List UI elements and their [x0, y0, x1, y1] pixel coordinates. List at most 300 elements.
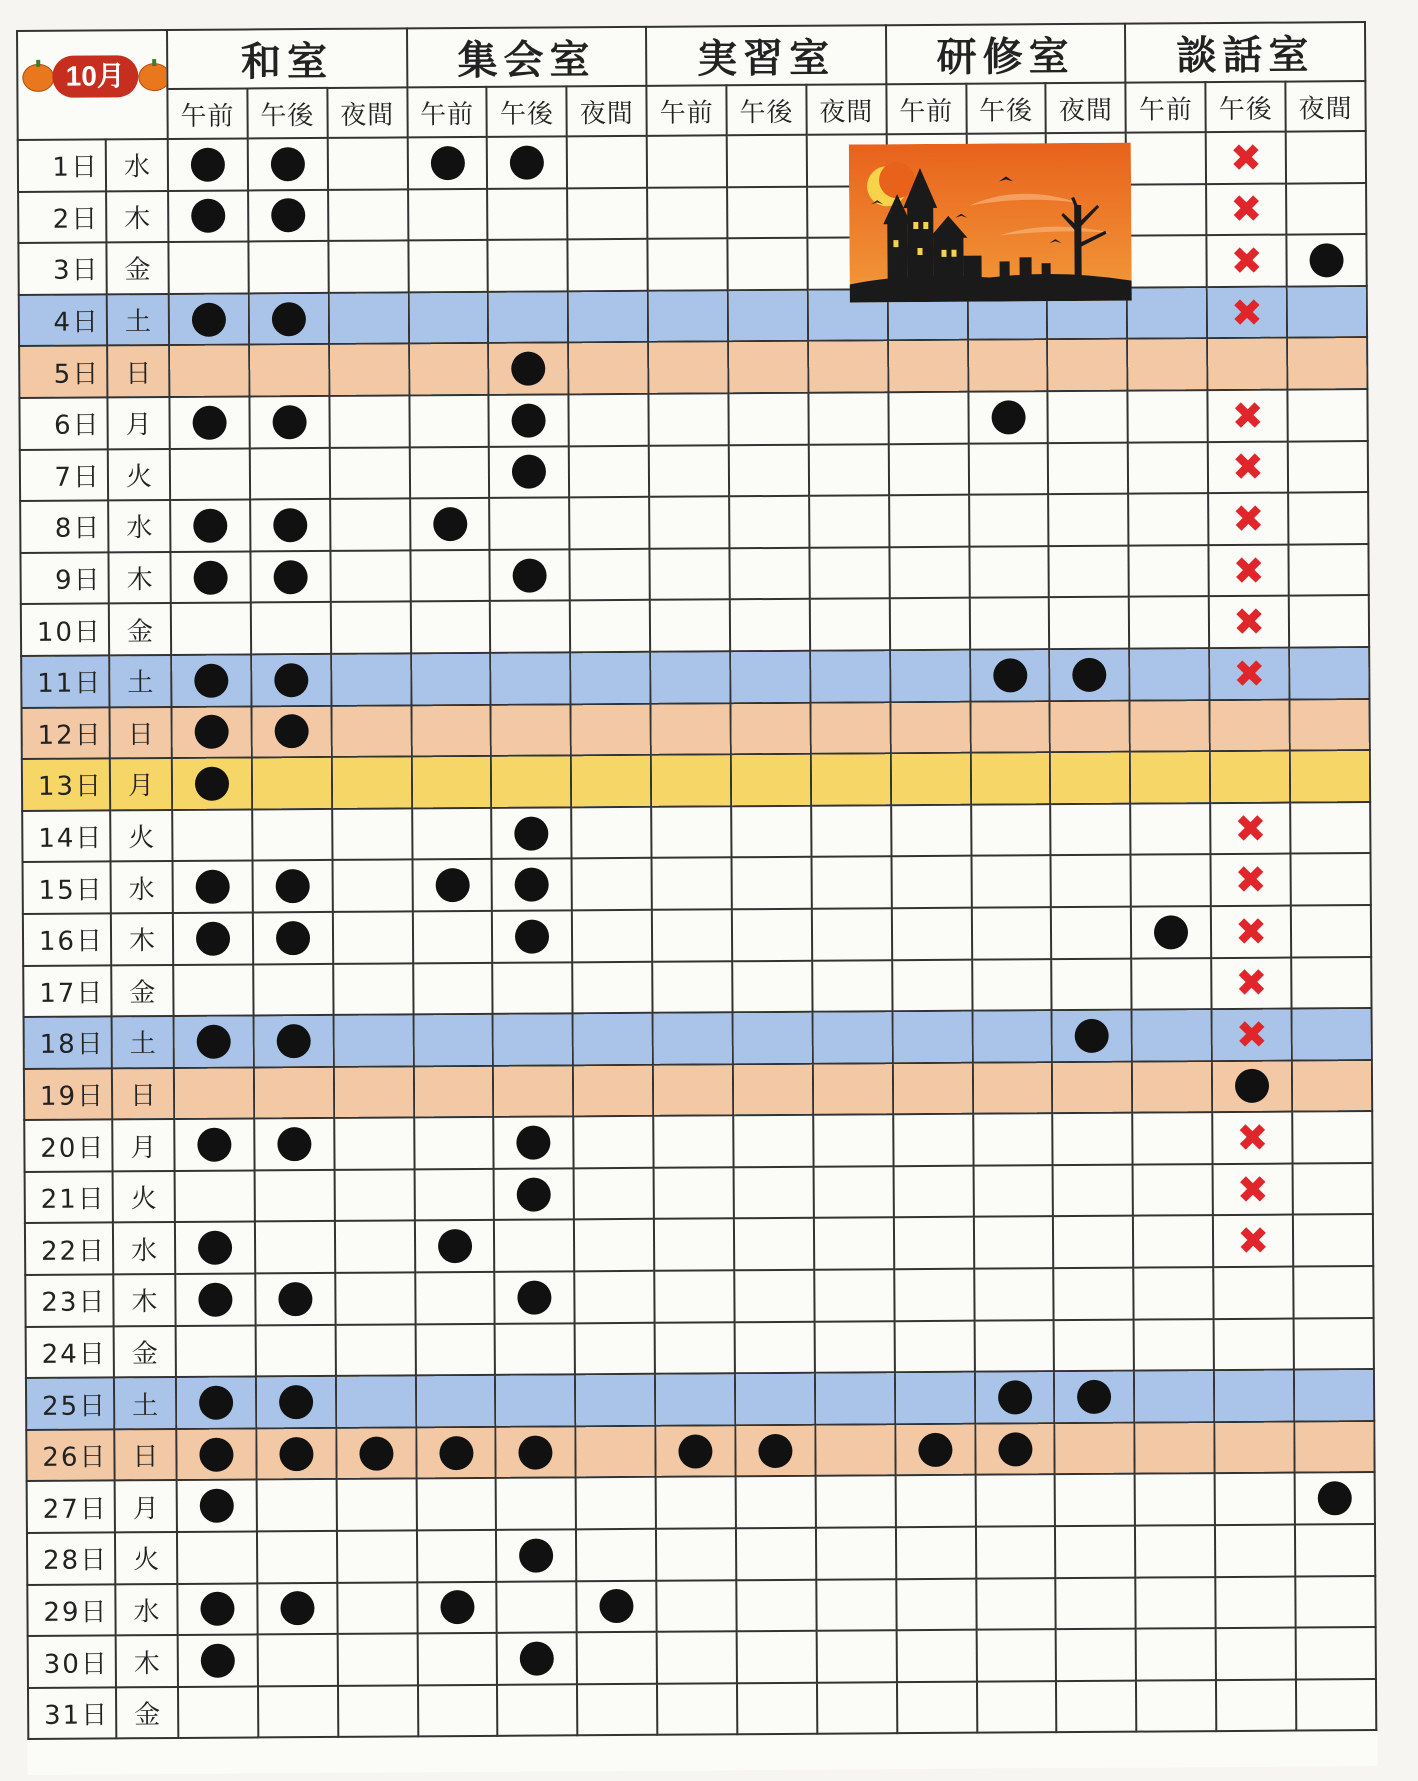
date-label: 23日 [25, 1274, 113, 1326]
booking-cell [415, 1272, 495, 1324]
haunted-house-illustration [849, 143, 1132, 303]
booking-cell [1056, 1577, 1136, 1629]
booking-cell [176, 1377, 256, 1429]
weekday-label: 水 [108, 500, 170, 552]
booking-cell [248, 241, 328, 293]
booking-cell [1134, 1370, 1214, 1422]
booking-cell [254, 1067, 334, 1119]
booking-cell [333, 963, 413, 1015]
booking-cell [1135, 1525, 1215, 1577]
day-row [24, 1008, 1372, 1069]
booked-dot-icon [275, 869, 309, 903]
booking-cell [809, 495, 889, 547]
booking-cell [657, 1631, 737, 1683]
booked-dot-icon [272, 405, 306, 439]
weekday-label: 木 [113, 1274, 175, 1326]
booking-cell [572, 961, 652, 1013]
booking-cell [489, 394, 569, 446]
slot-header: 午前 [1126, 82, 1206, 133]
booked-dot-icon [437, 1229, 471, 1263]
booking-cell [897, 1681, 977, 1733]
booking-cell [577, 1632, 657, 1684]
booking-cell [334, 1118, 414, 1170]
booking-cell [809, 547, 889, 599]
booking-cell [968, 443, 1048, 495]
booking-cell [414, 1220, 494, 1272]
booking-cell [1134, 1267, 1214, 1319]
booking-cell [492, 807, 572, 859]
booked-dot-icon [197, 1024, 231, 1058]
booking-cell [735, 1321, 815, 1373]
booked-dot-icon [191, 147, 225, 181]
booked-dot-icon [192, 405, 226, 439]
booking-cell [253, 912, 333, 964]
booking-cell [250, 447, 330, 499]
booking-cell [574, 1168, 654, 1220]
booked-dot-icon [199, 1386, 233, 1420]
booked-dot-icon [1075, 1019, 1109, 1053]
booking-cell [1294, 1369, 1374, 1421]
booking-cell [416, 1478, 496, 1530]
booked-dot-icon [1309, 243, 1343, 277]
booking-cell [249, 396, 329, 448]
booking-cell [727, 135, 807, 187]
booking-cell [1286, 234, 1366, 286]
booking-cell [576, 1477, 656, 1529]
booked-dot-icon [510, 145, 544, 179]
booking-cell [814, 1321, 894, 1373]
booking-cell [1212, 1060, 1292, 1112]
booked-dot-icon [918, 1432, 952, 1466]
booking-cell [177, 1531, 257, 1583]
booked-dot-icon [518, 1280, 552, 1314]
booking-cell [1129, 596, 1209, 648]
booking-cell [1207, 235, 1287, 287]
booking-cell [1213, 1267, 1293, 1319]
booking-cell [1136, 1628, 1216, 1680]
slot-header: 午後 [1206, 82, 1286, 133]
booking-cell [728, 341, 808, 393]
date-label: 22日 [25, 1223, 113, 1275]
booking-cell [896, 1527, 976, 1579]
booked-dot-icon [194, 715, 228, 749]
booked-dot-icon [515, 919, 549, 953]
weekday-label: 日 [114, 1429, 176, 1481]
booking-cell [331, 705, 411, 757]
booking-cell [494, 1117, 574, 1169]
booking-cell [890, 598, 970, 650]
booking-cell [895, 1372, 975, 1424]
slot-header: 午前 [647, 85, 727, 136]
room-booking-table [16, 21, 1377, 1740]
booking-cell [889, 495, 969, 547]
booked-dot-icon [359, 1436, 393, 1470]
booking-cell [815, 1372, 895, 1424]
booking-cell [736, 1528, 816, 1580]
booking-cell [1290, 802, 1370, 854]
booking-cell [647, 187, 727, 239]
booking-cell [1130, 700, 1210, 752]
booking-cell [414, 1169, 494, 1221]
booking-cell [488, 291, 568, 343]
unavailable-cross-icon: ✖ [1230, 290, 1264, 335]
booking-cell [968, 391, 1048, 443]
booking-cell [1134, 1319, 1214, 1371]
booking-cell [973, 1217, 1053, 1269]
booking-cell [811, 857, 891, 909]
booking-cell [1049, 545, 1129, 597]
booking-cell [258, 1686, 338, 1738]
booking-cell [890, 650, 970, 702]
booking-cell [1288, 492, 1368, 544]
booking-cell [969, 598, 1049, 650]
day-row [25, 1266, 1373, 1327]
unavailable-cross-icon: ✖ [1234, 857, 1267, 903]
booking-cell [1210, 751, 1290, 803]
booking-cell [970, 752, 1050, 804]
booked-dot-icon [271, 147, 305, 181]
weekday-label: 水 [115, 1584, 177, 1636]
slot-header: 午前 [167, 88, 247, 139]
weekday-label: 木 [111, 913, 173, 965]
booking-cell [813, 1063, 893, 1115]
booking-cell [816, 1579, 896, 1631]
booked-dot-icon [198, 1231, 232, 1265]
booking-cell [1292, 1008, 1372, 1060]
booking-cell [1215, 1576, 1295, 1628]
booking-cell [1292, 1111, 1372, 1163]
booking-cell [977, 1681, 1057, 1733]
booking-cell [249, 344, 329, 396]
booked-dot-icon [201, 1644, 235, 1678]
booking-cell [656, 1477, 736, 1529]
booked-dot-icon [993, 658, 1027, 692]
booking-cell [1053, 1164, 1133, 1216]
booking-cell [972, 1062, 1052, 1114]
booking-cell [727, 238, 807, 290]
booking-cell [728, 393, 808, 445]
booking-cell [417, 1633, 497, 1685]
booking-cell [496, 1529, 576, 1581]
booking-cell [168, 242, 248, 294]
booking-cell [334, 1066, 414, 1118]
booking-cell [811, 753, 891, 805]
booked-dot-icon [200, 1489, 234, 1523]
booking-cell [653, 1012, 733, 1064]
booking-cell [651, 806, 731, 858]
unavailable-cross-icon: ✖ [1235, 909, 1268, 954]
booking-cell [252, 860, 332, 912]
booking-cell [1209, 544, 1289, 596]
date-label: 24日 [26, 1326, 114, 1378]
booking-cell [1211, 957, 1291, 1009]
booking-cell [497, 1581, 577, 1633]
booking-cell [1128, 442, 1208, 494]
booking-cell [733, 1012, 813, 1064]
weekday-label: 日 [112, 1068, 174, 1120]
booking-cell [337, 1530, 417, 1582]
booking-cell [491, 652, 571, 704]
weekday-label: 金 [116, 1687, 178, 1739]
booking-cell [1051, 907, 1131, 959]
booking-cell [730, 651, 810, 703]
booking-cell [489, 343, 569, 395]
booking-cell [336, 1479, 416, 1531]
booking-cell [1209, 648, 1289, 700]
booking-cell [573, 1064, 653, 1116]
booking-cell [490, 497, 570, 549]
slot-header: 午前 [886, 84, 966, 135]
booking-cell [1208, 493, 1288, 545]
booking-cell [1212, 1112, 1292, 1164]
date-label: 18日 [24, 1016, 112, 1068]
day-row [27, 1472, 1375, 1533]
booked-dot-icon [513, 558, 547, 592]
booking-cell [417, 1530, 497, 1582]
slot-header: 午後 [726, 85, 806, 136]
booked-dot-icon [998, 1432, 1032, 1466]
booking-cell [810, 650, 890, 702]
booking-cell [652, 961, 732, 1013]
day-row [20, 492, 1368, 553]
booking-cell [257, 1583, 337, 1635]
booking-cell [329, 447, 409, 499]
booking-cell [729, 496, 809, 548]
booking-cell [416, 1375, 496, 1427]
booked-dot-icon [1077, 1380, 1111, 1414]
booking-cell [814, 1218, 894, 1270]
booking-cell [409, 343, 489, 395]
booking-cell [1131, 854, 1211, 906]
booking-cell [488, 240, 568, 292]
booking-cell [815, 1424, 895, 1476]
booking-cell [968, 340, 1048, 392]
day-rows [18, 131, 1377, 1739]
day-row [21, 595, 1369, 656]
slot-header: 夜間 [327, 87, 407, 138]
booking-cell [1291, 905, 1371, 957]
day-row [27, 1524, 1375, 1585]
date-label: 1日 [18, 139, 106, 191]
booking-cell [1053, 1113, 1133, 1165]
booking-cell [976, 1578, 1056, 1630]
booking-cell [252, 809, 332, 861]
weekday-label: 金 [114, 1326, 176, 1378]
booking-cell [171, 603, 251, 655]
booking-cell [490, 549, 570, 601]
slot-header: 夜間 [1046, 83, 1126, 134]
booked-dot-icon [198, 1282, 232, 1316]
booked-dot-icon [440, 1590, 474, 1624]
unavailable-cross-icon: ✖ [1232, 599, 1266, 645]
booking-cell [248, 190, 328, 242]
booking-cell [329, 395, 409, 447]
booking-cell [1050, 700, 1130, 752]
booking-cell [1127, 287, 1207, 339]
booking-cell [174, 1016, 254, 1068]
booking-cell [1126, 132, 1206, 184]
booking-cell [177, 1480, 257, 1532]
weekday-label: 水 [106, 139, 168, 191]
booking-cell [893, 1062, 973, 1114]
booked-dot-icon [512, 455, 546, 489]
booking-cell [251, 602, 331, 654]
booking-cell [1056, 1680, 1136, 1732]
booking-cell [892, 908, 972, 960]
booking-cell [652, 909, 732, 961]
date-label: 3日 [18, 243, 106, 295]
booked-dot-icon [1318, 1481, 1352, 1515]
booking-cell [577, 1580, 657, 1632]
date-label: 20日 [24, 1120, 112, 1172]
booking-cell [1289, 699, 1369, 751]
booking-cell [727, 186, 807, 238]
booking-cell [1130, 751, 1210, 803]
booking-cell [171, 706, 251, 758]
booking-cell [733, 1063, 813, 1115]
booking-cell [178, 1635, 258, 1687]
day-row [28, 1679, 1376, 1740]
booking-cell [654, 1167, 734, 1219]
booking-cell [655, 1425, 735, 1477]
slot-header: 午後 [966, 83, 1046, 134]
weekday-label: 月 [110, 758, 172, 810]
booking-cell [253, 1015, 333, 1067]
booking-cell [335, 1272, 415, 1324]
booking-cell [487, 136, 567, 188]
booking-cell [417, 1581, 497, 1633]
booking-cell [811, 805, 891, 857]
unavailable-cross-icon: ✖ [1230, 238, 1263, 283]
booking-cell [569, 445, 649, 497]
booking-cell [491, 755, 571, 807]
booking-cell [894, 1320, 974, 1372]
booking-cell [410, 498, 490, 550]
booked-dot-icon [519, 1538, 553, 1572]
date-label: 26日 [26, 1429, 114, 1481]
booking-cell [256, 1479, 336, 1531]
booking-cell [332, 860, 412, 912]
booking-cell [1287, 337, 1367, 389]
booking-cell [737, 1631, 817, 1683]
booking-cell [817, 1630, 897, 1682]
booking-cell [971, 804, 1051, 856]
date-label: 31日 [28, 1687, 116, 1739]
booking-cell [571, 807, 651, 859]
booking-cell [650, 600, 730, 652]
booking-cell [655, 1374, 735, 1426]
booking-cell [1054, 1371, 1134, 1423]
booking-cell [737, 1683, 817, 1735]
booking-cell [338, 1685, 418, 1737]
date-label: 14日 [22, 810, 110, 862]
unavailable-cross-icon: ✖ [1231, 393, 1264, 438]
slot-header: 夜間 [806, 84, 886, 135]
booking-cell [732, 857, 812, 909]
booking-cell [1286, 131, 1366, 183]
booked-dot-icon [273, 560, 307, 594]
booking-cell [176, 1428, 256, 1480]
booked-dot-icon [1154, 915, 1188, 949]
booking-cell [411, 756, 491, 808]
booking-cell [892, 959, 972, 1011]
booking-cell [1126, 184, 1206, 236]
booking-cell [408, 292, 488, 344]
booking-cell [732, 909, 812, 961]
booking-cell [1214, 1421, 1294, 1473]
weekday-label: 日 [109, 707, 171, 759]
booking-cell [568, 342, 648, 394]
booking-cell [890, 701, 970, 753]
booking-cell [177, 1583, 257, 1635]
date-label: 12日 [21, 707, 109, 759]
booking-cell [408, 188, 488, 240]
booked-dot-icon [192, 302, 226, 336]
booking-cell [495, 1323, 575, 1375]
booking-cell [257, 1531, 337, 1583]
booking-cell [573, 1013, 653, 1065]
booking-cell [1052, 958, 1132, 1010]
booking-cell [571, 703, 651, 755]
date-label: 21日 [25, 1171, 113, 1223]
booking-cell [170, 448, 250, 500]
booking-cell [731, 805, 811, 857]
booking-cell [1206, 183, 1286, 235]
booking-cell [332, 808, 412, 860]
unavailable-cross-icon: ✖ [1233, 651, 1266, 696]
booking-cell [893, 1166, 973, 1218]
unavailable-cross-icon: ✖ [1237, 1218, 1270, 1264]
booking-cell [497, 1633, 577, 1685]
booking-cell [656, 1580, 736, 1632]
booking-cell [1291, 957, 1371, 1009]
day-row [28, 1627, 1376, 1688]
booking-cell [495, 1375, 575, 1427]
month-badge [22, 55, 168, 100]
booking-cell [408, 240, 488, 292]
booking-cell [1129, 648, 1209, 700]
booking-cell [1128, 390, 1208, 442]
booking-cell [1207, 338, 1287, 390]
slot-header: 夜間 [567, 86, 647, 137]
booking-cell [572, 858, 652, 910]
booking-cell [970, 649, 1050, 701]
booking-cell [1296, 1627, 1376, 1679]
booked-dot-icon [519, 1435, 553, 1469]
booking-cell [888, 443, 968, 495]
booking-cell [171, 654, 251, 706]
booked-dot-icon [274, 663, 308, 697]
booked-dot-icon [517, 1126, 551, 1160]
booking-cell [256, 1428, 336, 1480]
booking-cell [413, 1066, 493, 1118]
booked-dot-icon [199, 1437, 233, 1471]
booking-cell [333, 911, 413, 963]
booking-cell [174, 1067, 254, 1119]
booking-cell [972, 959, 1052, 1011]
booking-cell [411, 704, 491, 756]
booking-cell [649, 496, 729, 548]
weekday-label: 火 [115, 1532, 177, 1584]
booked-dot-icon [997, 1380, 1031, 1414]
booking-cell [336, 1376, 416, 1428]
booking-cell [569, 497, 649, 549]
booking-cell [651, 703, 731, 755]
unavailable-cross-icon: ✖ [1230, 187, 1263, 232]
booking-cell [1055, 1526, 1135, 1578]
slot-header-row [17, 81, 1365, 140]
date-label: 25日 [26, 1378, 114, 1430]
